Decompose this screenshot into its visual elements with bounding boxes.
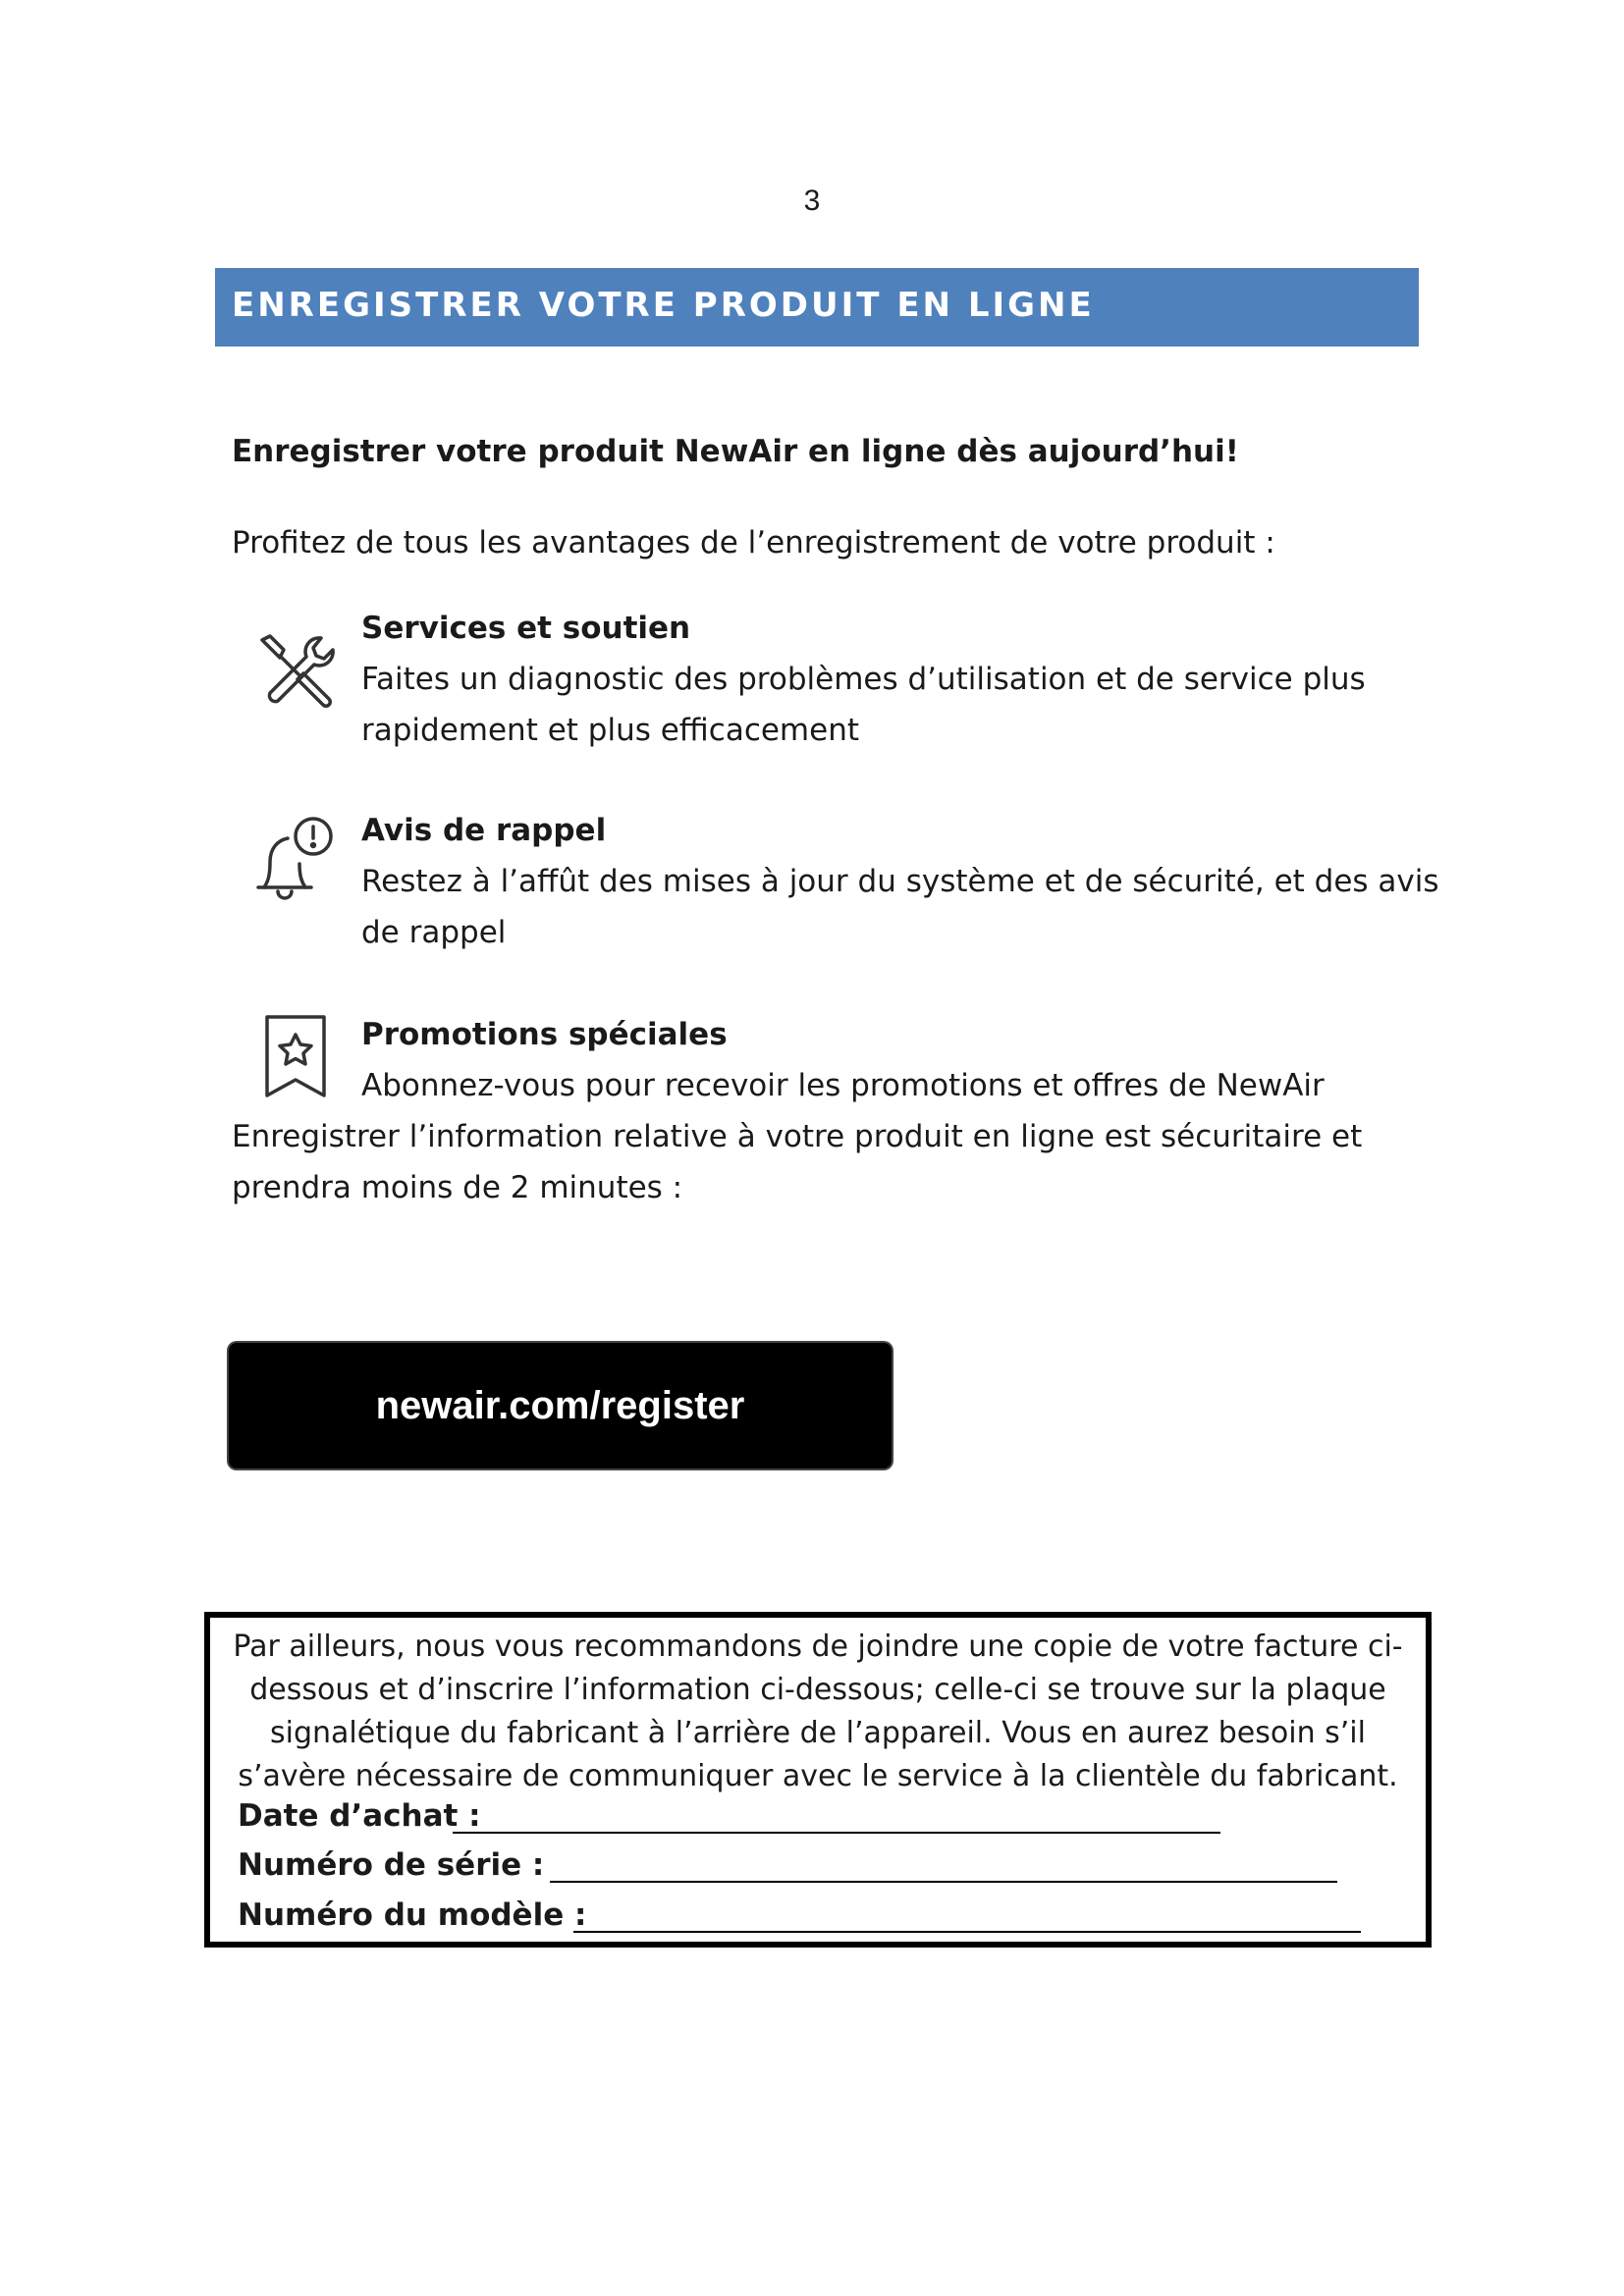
benefit-desc-recall-2: de rappel	[361, 915, 507, 950]
benefit-desc-recall-1: Restez à l’affût des mises à jour du système et de sécurité, et des avis	[361, 864, 1439, 899]
benefit-title-recall: Avis de rappel	[361, 813, 607, 848]
register-link-button[interactable]: newair.com/register	[229, 1343, 892, 1468]
benefit-desc-services-2: rapidement et plus efficacement	[361, 713, 860, 748]
model-number-field[interactable]	[573, 1931, 1361, 1933]
info-line: dessous et d’inscrire l’information ci-dessous; celle-ci se trouve sur la plaque	[249, 1673, 1386, 1707]
benefit-title-services: Services et soutien	[361, 611, 691, 646]
info-line: signalétique du fabricant à l’arrière de l’appareil. Vous en aurez besoin s’il	[270, 1716, 1366, 1750]
page-number: 3	[803, 185, 821, 217]
purchase-date-field[interactable]	[453, 1832, 1220, 1834]
closing-text-1: Enregistrer l’information relative à votre produit en ligne est sécuritaire et	[232, 1119, 1363, 1154]
intro-text: Profitez de tous les avantages de l’enregistrement de votre produit :	[232, 525, 1275, 561]
bell-alert-icon	[248, 811, 339, 901]
benefit-desc-promotions-1: Abonnez-vous pour recevoir les promotions et offres de NewAir	[361, 1068, 1325, 1103]
serial-number-label: Numéro de série :	[238, 1847, 545, 1883]
headline: Enregistrer votre produit NewAir en ligne dès aujourd’hui!	[232, 434, 1239, 469]
purchase-info-box	[204, 1612, 1432, 1948]
info-paragraph	[210, 1626, 1426, 1798]
section-title: ENREGISTRER VOTRE PRODUIT EN LIGNE	[232, 286, 1095, 325]
info-line: Par ailleurs, nous vous recommandons de joindre une copie de votre facture ci-	[233, 1629, 1403, 1664]
star-ribbon-icon	[253, 1011, 344, 1101]
benefit-desc-services-1: Faites un diagnostic des problèmes d’utilisation et de service plus	[361, 662, 1366, 697]
tools-icon	[252, 628, 343, 719]
purchase-date-label: Date d’achat :	[238, 1798, 481, 1834]
closing-text-2: prendra moins de 2 minutes :	[232, 1170, 683, 1205]
info-line: s’avère nécessaire de communiquer avec le service à la clientèle du fabricant.	[238, 1759, 1398, 1793]
benefit-title-promotions: Promotions spéciales	[361, 1017, 728, 1052]
model-number-label: Numéro du modèle :	[238, 1897, 587, 1933]
section-banner	[215, 268, 1419, 347]
serial-number-field[interactable]	[550, 1881, 1337, 1883]
